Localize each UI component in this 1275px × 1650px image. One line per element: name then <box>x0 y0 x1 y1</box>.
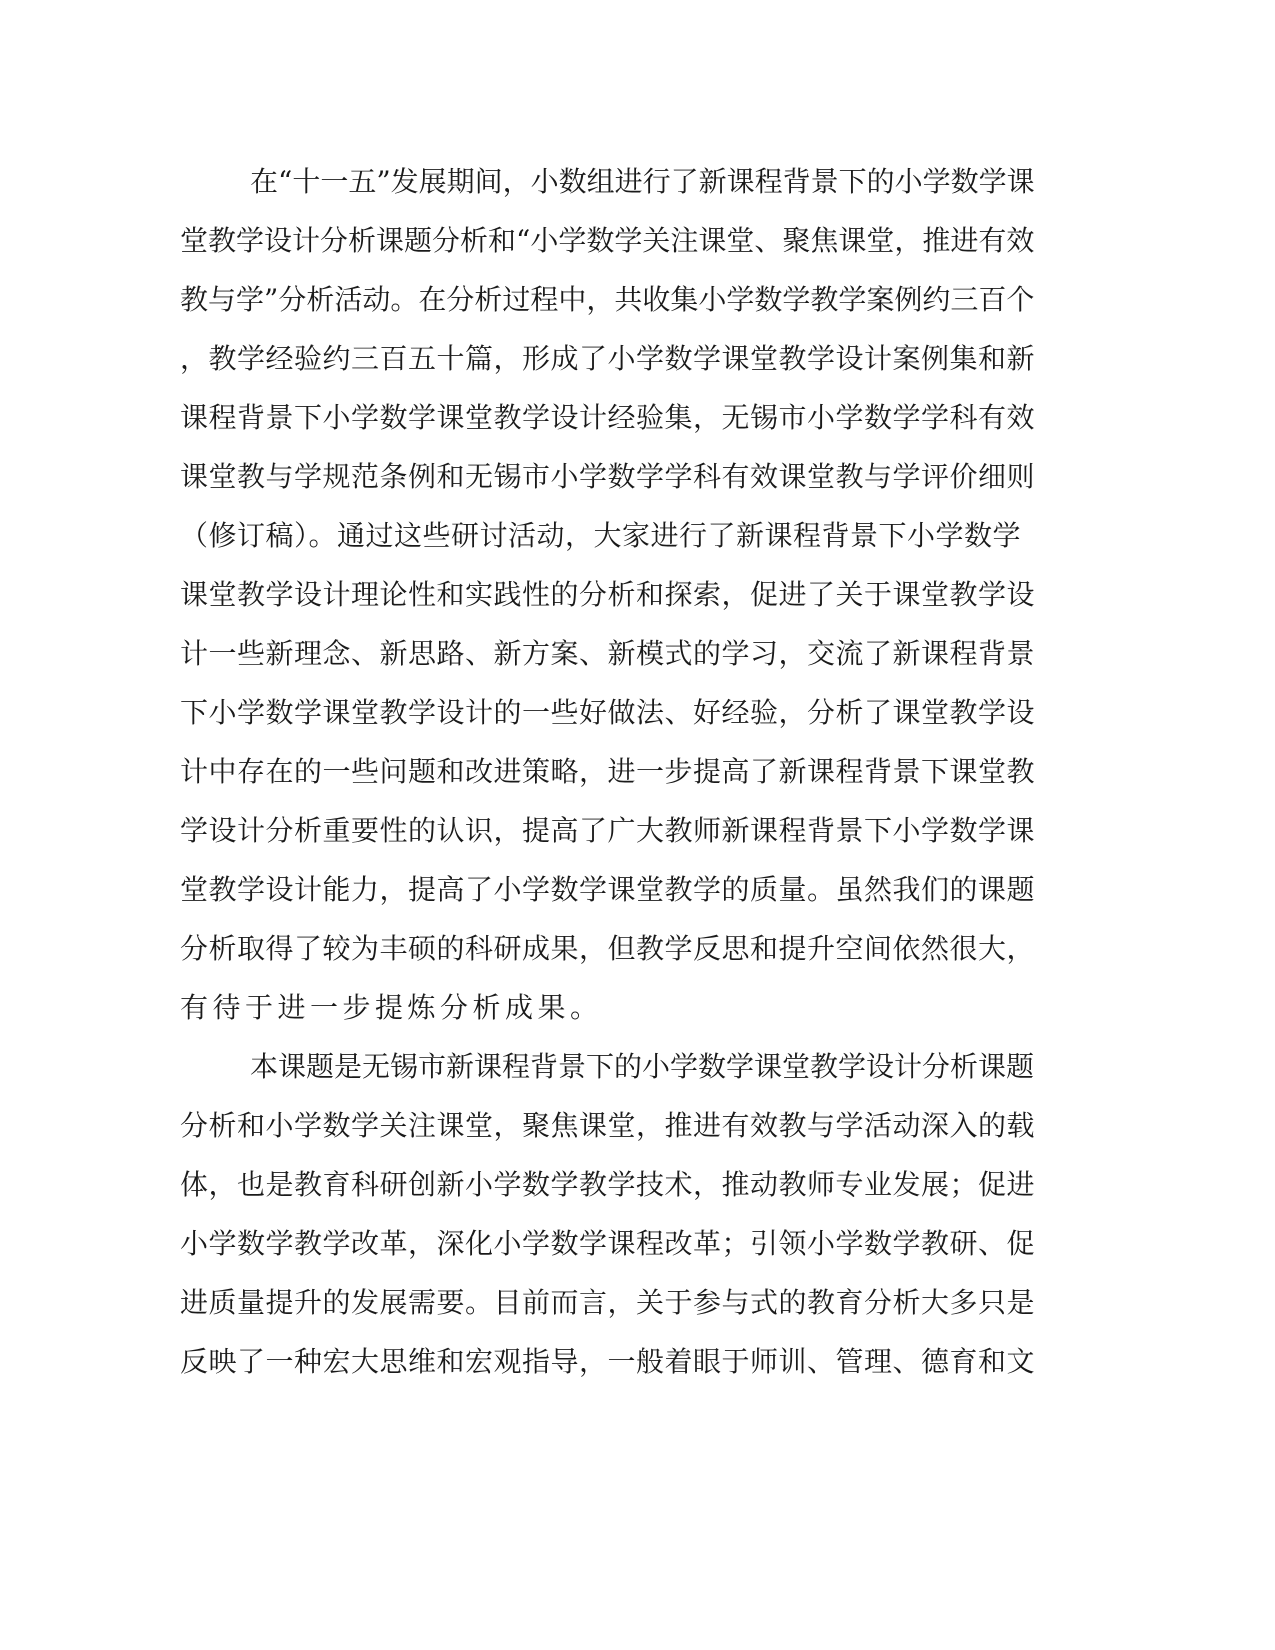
paragraph-2-line-3: 体，也是教育科研创新小学数学教学技术，推动教师专业发展；促进 <box>180 1168 1036 1201</box>
paragraph-1-line-2: 堂教学设计分析课题分析和“小学数学关注课堂、聚焦课堂，推进有效 <box>180 224 1035 257</box>
paragraph-1-line-15: 有待于进一步提炼分析成果。 <box>180 991 603 1024</box>
paragraph-1-line-6: 课堂教与学规范条例和无锡市小学数学学科有效课堂教与学评价细则 <box>180 460 1036 493</box>
paragraph-1-line-7: （修订稿）。通过这些研讨活动，大家进行了新课程背景下小学数学 <box>180 519 1022 552</box>
paragraph-1-line-11: 计中存在的一些问题和改进策略，进一步提高了新课程背景下课堂教 <box>180 755 1036 788</box>
paragraph-1-line-10: 下小学数学课堂教学设计的一些好做法、好经验，分析了课堂教学设 <box>180 696 1036 729</box>
paragraph-1-line-3: 教与学”分析活动。在分析过程中，共收集小学数学教学案例约三百个 <box>180 283 1035 316</box>
paragraph-1-line-5: 课程背景下小学数学课堂教学设计经验集，无锡市小学数学学科有效 <box>180 401 1036 434</box>
paragraph-2-line-5: 进质量提升的发展需要。目前而言，关于参与式的教育分析大多只是 <box>180 1286 1036 1319</box>
paragraph-2-line-2: 分析和小学数学关注课堂，聚焦课堂，推进有效教与学活动深入的载 <box>180 1109 1036 1142</box>
paragraph-2-line-6: 反映了一种宏大思维和宏观指导，一般着眼于师训、管理、德育和文 <box>180 1345 1036 1378</box>
paragraph-1-line-9: 计一些新理念、新思路、新方案、新模式的学习，交流了新课程背景 <box>180 637 1036 670</box>
paragraph-1-line-4: ，教学经验约三百五十篇，形成了小学数学课堂教学设计案例集和新 <box>180 342 1036 375</box>
paragraph-2-line-4: 小学数学教学改革，深化小学数学课程改革；引领小学数学教研、促 <box>180 1227 1036 1260</box>
paragraph-1-line-8: 课堂教学设计理论性和实践性的分析和探索，促进了关于课堂教学设 <box>180 578 1036 611</box>
paragraph-1-line-13: 堂教学设计能力，提高了小学数学课堂教学的质量。虽然我们的课题 <box>180 873 1036 906</box>
paragraph-1-line-1: 在“十一五”发展期间，小数组进行了新课程背景下的小学数学课 <box>250 165 1035 198</box>
paragraph-1-line-12: 学设计分析重要性的认识，提高了广大教师新课程背景下小学数学课 <box>180 814 1036 847</box>
paragraph-1-line-14: 分析取得了较为丰硕的科研成果，但教学反思和提升空间依然很大， <box>180 932 1036 965</box>
paragraph-2-line-1: 本课题是无锡市新课程背景下的小学数学课堂教学设计分析课题 <box>250 1050 1035 1083</box>
